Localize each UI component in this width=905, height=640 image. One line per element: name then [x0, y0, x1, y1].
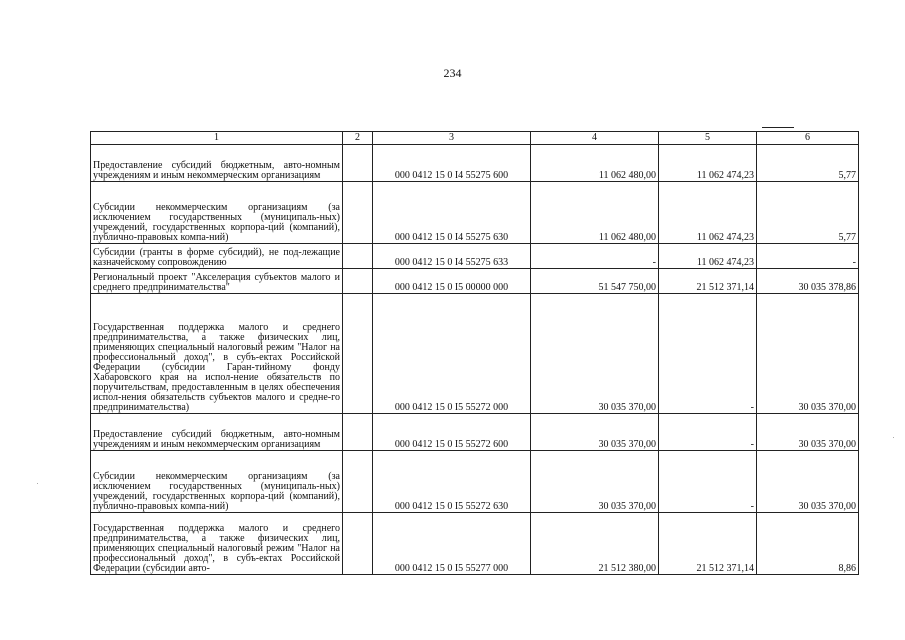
- table-header-row: [91, 132, 859, 145]
- row-code: 000 0412 15 0 I5 55277 000: [373, 513, 531, 575]
- row-col4: 11 062 480,00: [531, 145, 659, 182]
- row-col2: [343, 145, 373, 182]
- row-col4: 51 547 750,00: [531, 269, 659, 294]
- row-code: 000 0412 15 0 I4 55275 600: [373, 145, 531, 182]
- row-description: Предоставление субсидий бюджетным, авто-номным учреждениям и иным некоммерческим организациям: [91, 414, 343, 451]
- row-col6: 5,77: [757, 182, 859, 244]
- column-header-4: 4: [531, 132, 659, 145]
- table-row: [91, 414, 859, 451]
- row-col5: -: [659, 451, 757, 513]
- row-col2: [343, 182, 373, 244]
- row-col5: -: [659, 414, 757, 451]
- page-number: 234: [443, 66, 462, 80]
- row-col6: 5,77: [757, 145, 859, 182]
- row-code: 000 0412 15 0 I5 55272 600: [373, 414, 531, 451]
- row-description: Региональный проект "Акселерация субъектов малого и среднего предпринимательства": [91, 269, 343, 294]
- row-code: 000 0412 15 0 I5 00000 000: [373, 269, 531, 294]
- row-description: Предоставление субсидий бюджетным, авто-номным учреждениям и иным некоммерческим организациям: [91, 145, 343, 182]
- row-col6: 30 035 370,00: [757, 294, 859, 414]
- row-description: Субсидии некоммерческим организациям (за исключением государственных (муниципаль-ных) учреждений, государственных корпора-ций (компаний), публично-правовых компа-ний): [91, 451, 343, 513]
- row-col6: -: [757, 244, 859, 269]
- row-col4: 30 035 370,00: [531, 414, 659, 451]
- row-col2: [343, 451, 373, 513]
- table-row: [91, 182, 859, 244]
- row-col4: 30 035 370,00: [531, 451, 659, 513]
- row-col5: -: [659, 294, 757, 414]
- row-col5: 11 062 474,23: [659, 145, 757, 182]
- row-col4: 11 062 480,00: [531, 182, 659, 244]
- budget-table: [90, 131, 859, 575]
- row-col2: [343, 294, 373, 414]
- row-col5: 21 512 371,14: [659, 269, 757, 294]
- row-col6: 30 035 370,00: [757, 414, 859, 451]
- column-header-6: 6: [757, 132, 859, 145]
- row-col2: [343, 513, 373, 575]
- row-description: Субсидии (гранты в форме субсидий), не под-лежащие казначейскому сопровождению: [91, 244, 343, 269]
- column-header-2: 2: [343, 132, 373, 145]
- row-col4: 30 035 370,00: [531, 294, 659, 414]
- row-description: Государственная поддержка малого и среднего предпринимательства, а также физических лиц, применяющих специальный налоговый режим "Налог на профессиональный доход", в субъ-ектах Российской Федерации (субсидии авто-: [91, 513, 343, 575]
- row-code: 000 0412 15 0 I4 55275 630: [373, 182, 531, 244]
- table-row: [91, 513, 859, 575]
- row-col6: 8,86: [757, 513, 859, 575]
- column-header-1: 1: [91, 132, 343, 145]
- row-description: Субсидии некоммерческим организациям (за исключением государственных (муниципаль-ных) учреждений, государственных корпора-ций (компаний), публично-правовых компа-ний): [91, 182, 343, 244]
- row-code: 000 0412 15 0 I4 55275 633: [373, 244, 531, 269]
- row-description: Государственная поддержка малого и среднего предпринимательства, а также физических лиц, применяющих специальный налоговый режим "Налог на профессиональный доход", в субъ-ектах Российской Федерации (субсидии Гаран-тийному фонду Хабаровского края на испол-нение обязательств по поручительствам, предоставленным в целях обеспечения испол-нения обязательств субъектов малого и средне-го предпринимательства): [91, 294, 343, 414]
- row-col2: [343, 414, 373, 451]
- row-col5: 11 062 474,23: [659, 182, 757, 244]
- row-col5: 21 512 371,14: [659, 513, 757, 575]
- row-code: 000 0412 15 0 I5 55272 630: [373, 451, 531, 513]
- table-row: [91, 451, 859, 513]
- row-col6: 30 035 370,00: [757, 451, 859, 513]
- column-header-5: 5: [659, 132, 757, 145]
- row-code: 000 0412 15 0 I5 55272 000: [373, 294, 531, 414]
- table-row: [91, 269, 859, 294]
- table-row: [91, 294, 859, 414]
- scan-speck: [37, 483, 38, 484]
- row-col4: 21 512 380,00: [531, 513, 659, 575]
- row-col2: [343, 244, 373, 269]
- row-col6: 30 035 378,86: [757, 269, 859, 294]
- header-stub-line: [762, 127, 794, 128]
- scan-speck: [893, 437, 894, 438]
- row-col4: -: [531, 244, 659, 269]
- row-col5: 11 062 474,23: [659, 244, 757, 269]
- row-col2: [343, 269, 373, 294]
- table-row: [91, 145, 859, 182]
- column-header-3: 3: [373, 132, 531, 145]
- table-row: [91, 244, 859, 269]
